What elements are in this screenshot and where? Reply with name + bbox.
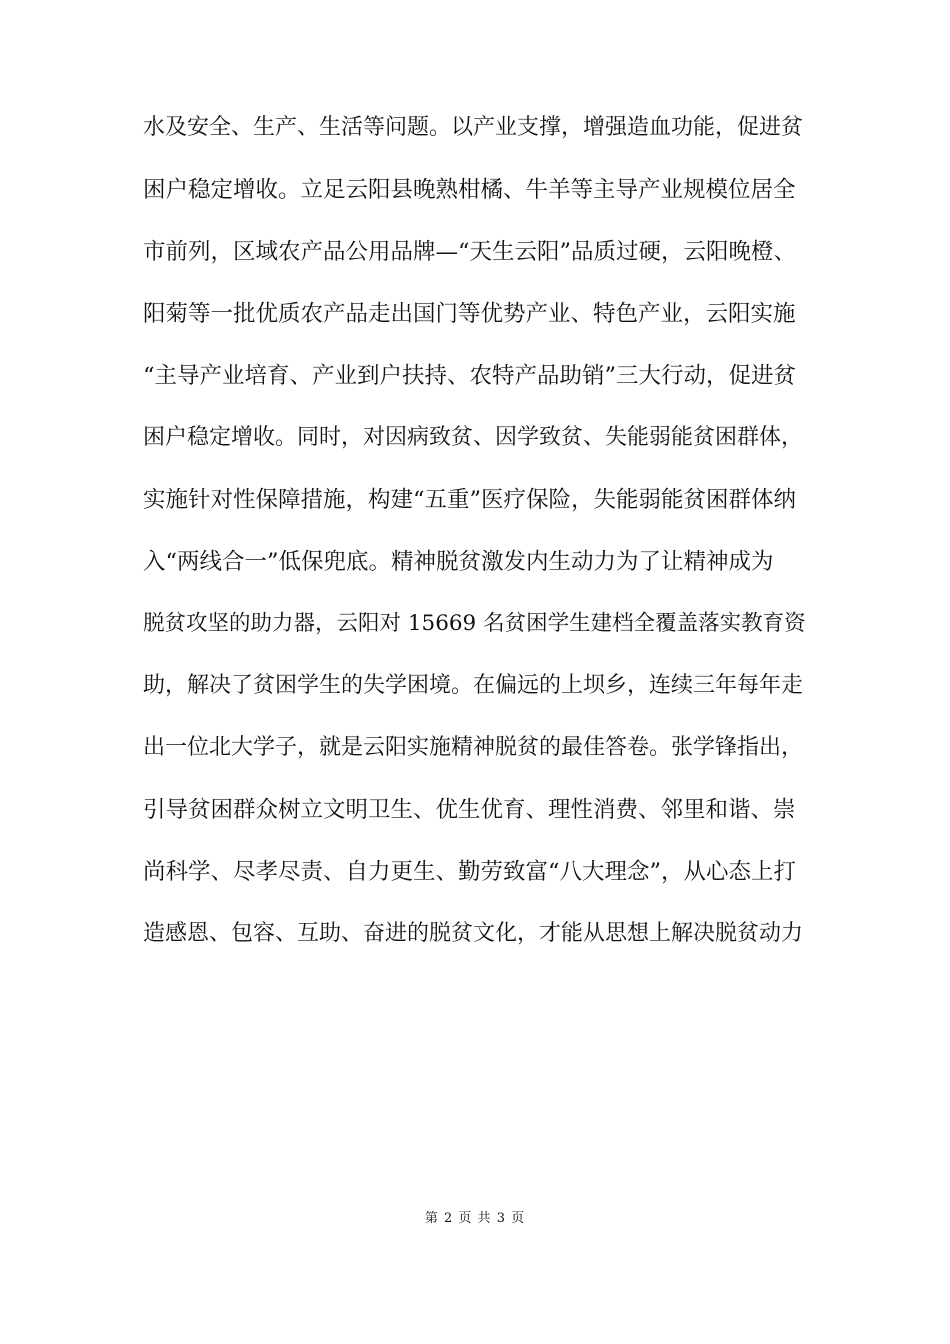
text-line: 困户稳定增收。同时，对因病致贫、因学致贫、失能弱能贫困群体，	[143, 425, 804, 450]
text-line: 造感恩、包容、互助、奋进的脱贫文化，才能从思想上解决脱贫动力	[143, 921, 804, 946]
text-line: 引导贫困群众树立文明卫生、优生优育、理性消费、邻里和谐、崇	[143, 797, 796, 823]
text-line: 尚科学、尽孝尽责、自力更生、勤劳致富“八大理念”，从心态上打	[143, 859, 797, 885]
text-line: 出一位北大学子，就是云阳实施精神脱贫的最佳答卷。张学锋指出，	[143, 735, 804, 760]
text-line: 困户稳定增收。立足云阳县晚熟柑橘、牛羊等主导产业规模位居全	[143, 177, 796, 203]
page-number-footer: 第 2 页 共 3 页	[424, 1211, 526, 1226]
body-text	[143, 106, 808, 974]
text-line: 助，解决了贫困学生的失学困境。在偏远的上坝乡，连续三年每年走	[143, 673, 804, 698]
text-line: 脱贫攻坚的助力器，云阳对 15669 名贫困学生建档全覆盖落实教育资	[143, 611, 806, 636]
text-line: 市前列，区域农产品公用品牌—“天生云阳”品质过硬，云阳晚橙、	[143, 239, 797, 265]
text-line: 阳菊等一批优质农产品走出国门等优势产业、特色产业，云阳实施	[143, 301, 796, 327]
text-line: 入“两线合一”低保兜底。精神脱贫激发内生动力为了让精神成为	[143, 549, 774, 575]
text-line: “主导产业培育、产业到户扶持、农特产品助销”三大行动，促进贫	[143, 363, 797, 389]
text-line: 水及安全、生产、生活等问题。以产业支撑，增强造血功能，促进贫	[143, 115, 804, 140]
text-line: 实施针对性保障措施，构建“五重”医疗保险，失能弱能贫困群体纳	[143, 487, 797, 513]
